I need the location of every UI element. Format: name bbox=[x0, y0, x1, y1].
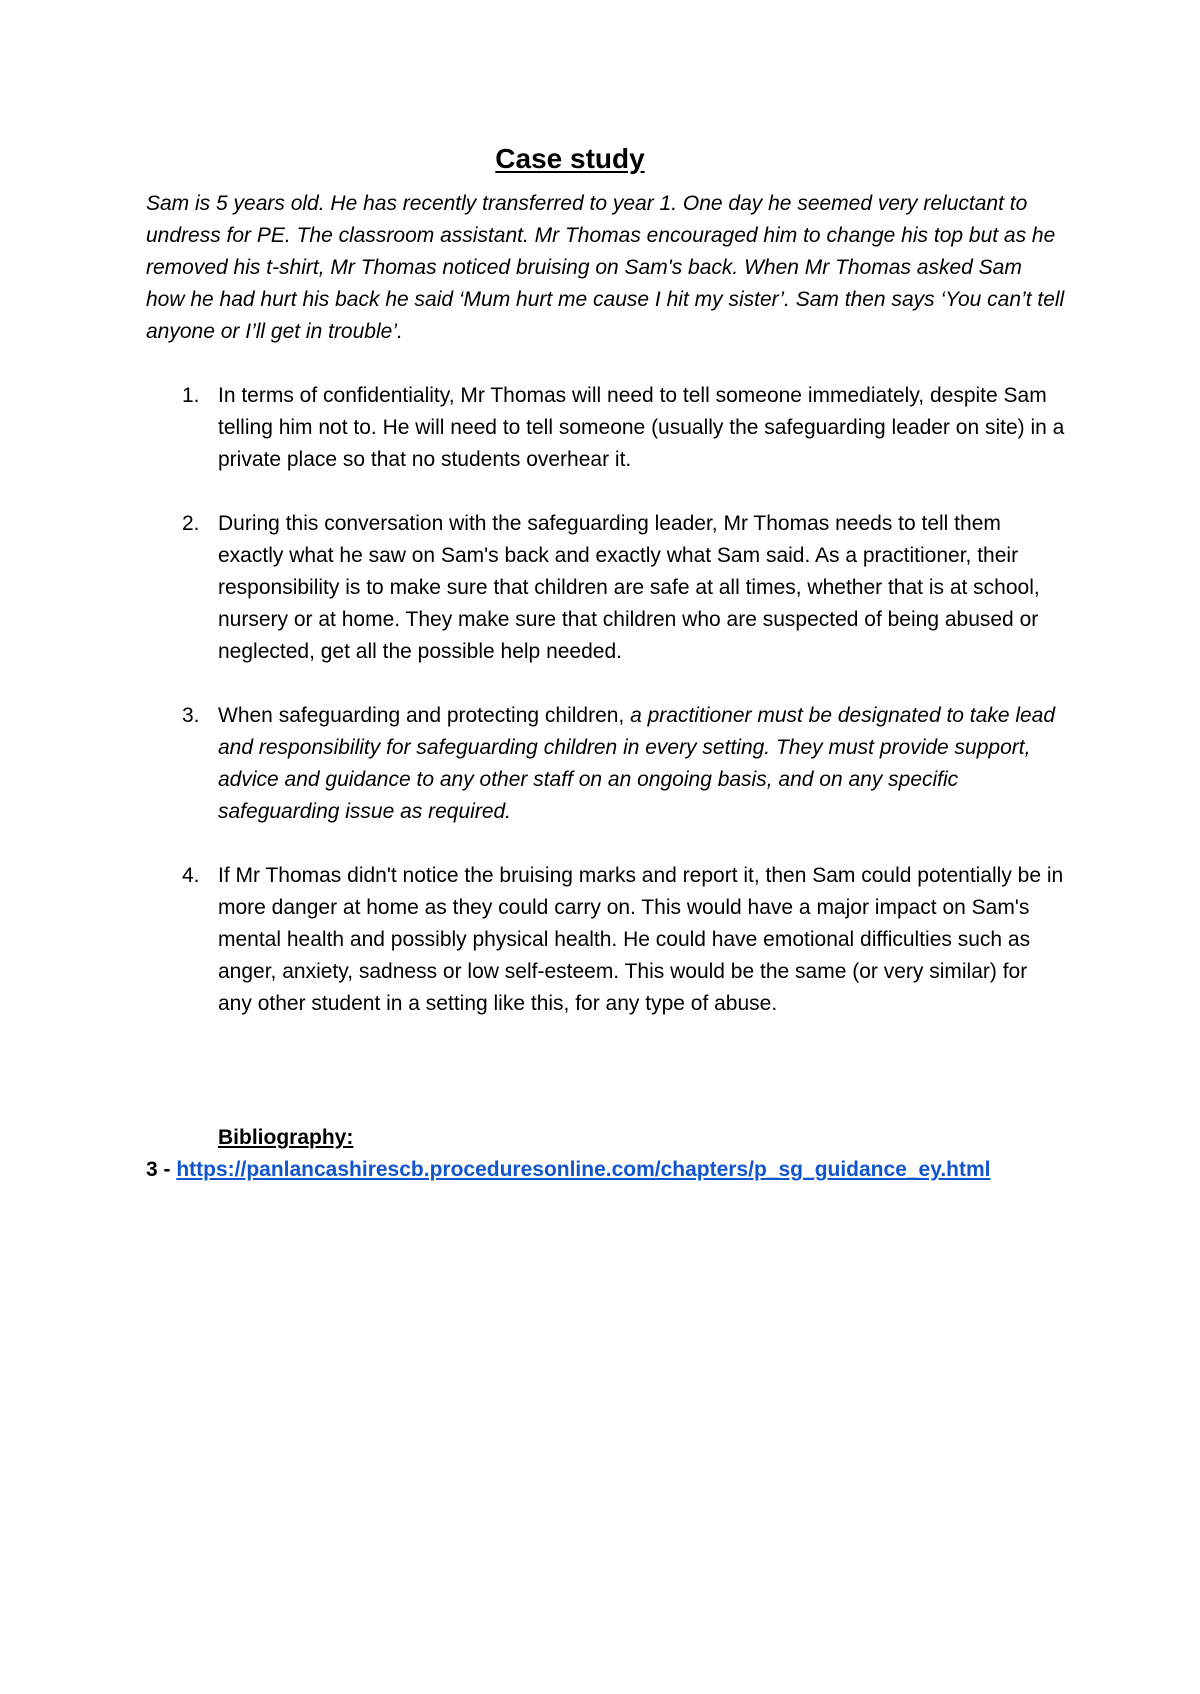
answer-list bbox=[146, 380, 1066, 1052]
page-title: Case study bbox=[495, 143, 645, 174]
list-item-number: 1. bbox=[182, 384, 200, 407]
list-item-number: 4. bbox=[182, 864, 200, 887]
list-item-text: In terms of confidentiality, Mr Thomas will need to tell someone immediately, despite Sam telling him not to. He will need to tell someone (usually the safeguarding leader on site) in a private place so that no students overhear it. bbox=[218, 384, 1065, 471]
bibliography-entry-prefix: 3 - bbox=[146, 1158, 177, 1181]
list-item-text: When safeguarding and protecting children, bbox=[218, 704, 631, 727]
bibliography-heading: Bibliography: bbox=[218, 1126, 354, 1149]
list-item bbox=[146, 860, 1066, 1020]
list-item bbox=[146, 700, 1066, 828]
bibliography-entry bbox=[146, 1154, 1066, 1186]
list-item-number: 2. bbox=[182, 512, 200, 535]
bibliography-link[interactable]: https://panlancashirescb.proceduresonline.com/chapters/p_sg_guidance_ey.html bbox=[176, 1158, 991, 1181]
list-item bbox=[146, 508, 1066, 668]
list-item-text: If Mr Thomas didn't notice the bruising marks and report it, then Sam could potentially be in more danger at home as they could carry on. This would have a major impact on Sam's mental health and possibly physical health. He could have emotional difficulties such as anger, anxiety, sadness or low self-esteem. This would be the same (or very similar) for any other student in a setting like this, for any type of abuse. bbox=[218, 864, 1064, 1015]
list-item bbox=[146, 380, 1066, 476]
list-item-italic-text: a practitioner must be designated to take lead and responsibility for safeguarding children in every setting. They must provide support, advice and guidance to any other staff on an ongoing basis, and on any specific safeguarding issue as required. bbox=[218, 704, 1056, 823]
case-study-intro: Sam is 5 years old. He has recently transferred to year 1. One day he seemed very reluctant to undress for PE. The classroom assistant. Mr Thomas encouraged him to change his top but as he removed his t-shirt, Mr Thomas noticed bruising on Sam's back. When Mr Thomas asked Sam how he had hurt his back he said ‘Mum hurt me cause I hit my sister’. Sam then says ‘You can’t tell anyone or I’ll get in trouble’. bbox=[146, 192, 1065, 343]
list-item-text: During this conversation with the safeguarding leader, Mr Thomas needs to tell them exactly what he saw on Sam's back and exactly what Sam said. As a practitioner, their responsibility is to make sure that children are safe at all times, whether that is at school, nursery or at home. They make sure that children who are suspected of being abused or neglected, get all the possible help needed. bbox=[218, 512, 1040, 663]
list-item-number: 3. bbox=[182, 704, 200, 727]
